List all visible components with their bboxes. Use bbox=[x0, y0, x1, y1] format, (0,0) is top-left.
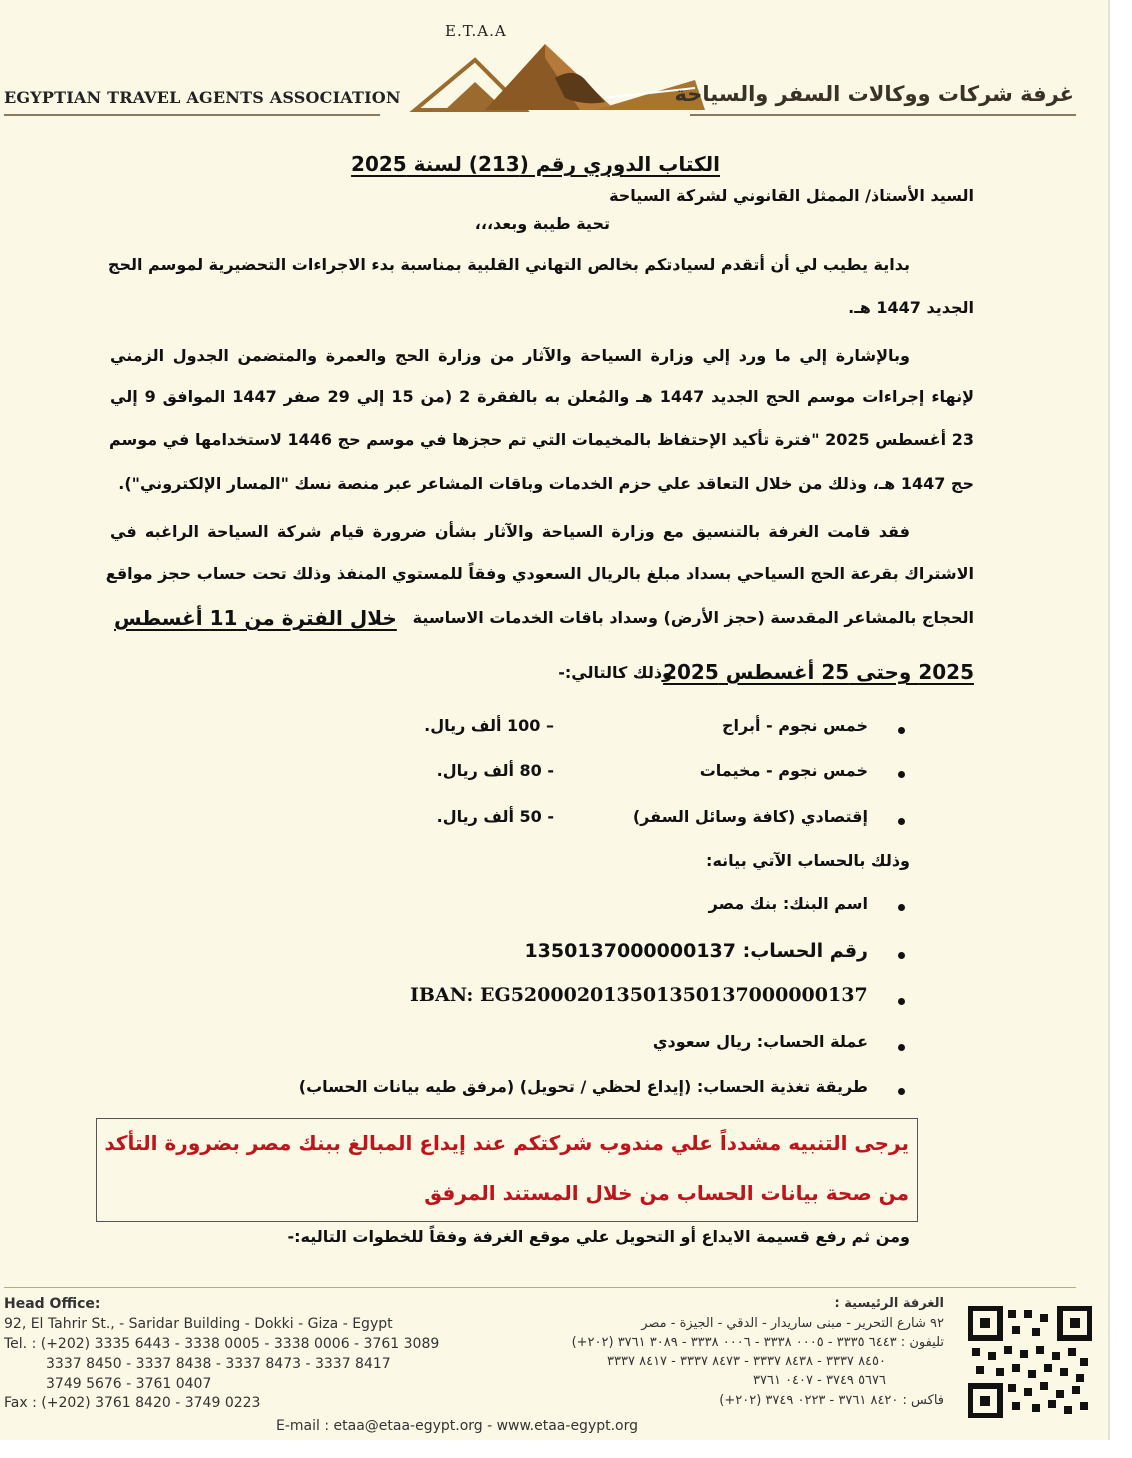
paragraph-1-line-1: بداية يطيب لي أن أتقدم لسيادتكم بخالص التهاني القلبية بمناسبة بدء الاجراءات التحضيرية لموسم الحج bbox=[107, 255, 910, 274]
warning-line-2: من صحة بيانات الحساب من خلال المستند المرفق bbox=[424, 1181, 909, 1205]
email-website: E-mail : etaa@etaa-egypt.org - www.etaa-egypt.org bbox=[276, 1418, 639, 1434]
footer-divider bbox=[4, 1287, 1076, 1288]
bullet bbox=[898, 771, 905, 778]
account-currency: عملة الحساب: ريال سعودي bbox=[652, 1032, 868, 1051]
paragraph-3-line-4b: وذلك كالتالي:- bbox=[558, 663, 672, 682]
paragraph-2-line-3: 23 أغسطس 2025 "فترة تأكيد الإحتفاظ بالمخيمات التي تم حجزها في موسم حج 1446 لاستخدامها في موسم bbox=[108, 430, 974, 449]
bullet bbox=[898, 1044, 905, 1051]
telephone-en: 3749 5676 - 3761 0407 bbox=[46, 1376, 212, 1392]
paragraph-2-line-4: حج 1447 هـ، وذلك من خلال التعاقد علي حزم الخدمات وباقات المشاعر عبر منصة نسك "المسار الإلكتروني"). bbox=[118, 474, 974, 493]
account-number: رقم الحساب: 1350137000000137 bbox=[524, 940, 868, 962]
logo-text: E.T.A.A bbox=[445, 22, 507, 40]
telephone-ar: ٥٦٧٦ ٣٧٤٩ - ٠٤٠٧ ٣٧٦١ bbox=[753, 1373, 886, 1388]
bullet bbox=[898, 904, 905, 911]
iban: IBAN: EG520002013501350137000000137 bbox=[410, 984, 868, 1006]
qr-code-icon bbox=[968, 1306, 1092, 1418]
address-ar: ٩٢ شارع التحرير - مبنى ساريدار - الدقي - الجيزة - مصر bbox=[641, 1316, 944, 1331]
paragraph-3-line-3a: الحجاج بالمشاعر المقدسة (حجز الأرض) وسداد باقات الخدمات الاساسية bbox=[412, 608, 974, 627]
paragraph-1-line-2: الجديد 1447 هـ. bbox=[848, 298, 974, 317]
org-name-en: EGYPTIAN TRAVEL AGENTS ASSOCIATION bbox=[4, 88, 401, 107]
fax-ar: فاكس : ٨٤٢٠ ٣٧٦١ - ٠٢٢٣ ٣٧٤٩ (٢٠٢+) bbox=[719, 1393, 944, 1408]
telephone-en: 3337 8450 - 3337 8438 - 3337 8473 - 3337 8417 bbox=[46, 1356, 391, 1372]
header-divider-left bbox=[4, 114, 380, 116]
paragraph-3-line-2: الاشتراك بقرعة الحج السياحي بسداد مبلغ بالريال السعودي وفقاً للمستوي المنفذ وذلك تحت حساب حجز مواقع bbox=[105, 564, 974, 583]
org-name-ar: غرفة شركات ووكالات السفر والسياحة bbox=[674, 82, 1074, 106]
package-price: – 100 ألف ريال. bbox=[424, 716, 554, 735]
warning-line-1: يرجى التنبيه مشدداً علي مندوب شركتكم عند إيداع المبالغ ببنك مصر بضرورة التأكد bbox=[104, 1131, 909, 1155]
bullet bbox=[898, 998, 905, 1005]
letter-title: الكتاب الدوري رقم (213) لسنة 2025 bbox=[351, 152, 720, 176]
package-price: - 80 ألف ريال. bbox=[436, 761, 554, 780]
header-divider-right bbox=[690, 114, 1076, 116]
paragraph-2-line-1: وبالإشارة إلي ما ورد إلي وزارة السياحة والآثار من وزارة الحج والعمرة والمتضمن الجدول الزمني bbox=[110, 346, 910, 365]
greeting: تحية طيبة وبعد،،، bbox=[474, 214, 610, 233]
account-intro: وذلك بالحساب الآتي بيانه: bbox=[706, 851, 910, 870]
period-end-text: 2025 وحتى 25 أغسطس 2025 bbox=[663, 660, 974, 684]
funding-method: طريقة تغذية الحساب: (إيداع لحظي / تحويل) (مرفق طيه بيانات الحساب) bbox=[298, 1077, 868, 1096]
address-en: 92, El Tahrir St., - Saridar Building - Dokki - Giza - Egypt bbox=[4, 1316, 393, 1332]
package-name: خمس نجوم - أبراج bbox=[722, 716, 868, 735]
bank-name: اسم البنك: بنك مصر bbox=[708, 894, 868, 913]
telephone-ar: ٨٤٥٠ ٣٣٣٧ - ٨٤٣٨ ٣٣٣٧ - ٨٤٧٣ ٣٣٣٧ - ٨٤١٧ ٣٣٣٧ bbox=[607, 1354, 886, 1369]
bullet bbox=[898, 727, 905, 734]
head-office-label-ar: الغرفة الرئيسية : bbox=[834, 1296, 944, 1311]
closing-line: ومن ثم رفع قسيمة الايداع أو التحويل علي موقع الغرفة وفقاً للخطوات التاليه:- bbox=[287, 1227, 910, 1246]
package-name: خمس نجوم - مخيمات bbox=[699, 761, 868, 780]
addressee: السيد الأستاذ/ الممثل القانوني لشركة السياحة bbox=[609, 186, 974, 205]
paragraph-2-line-2: لإنهاء إجراءات موسم الحج الجديد 1447 هـ والمُعلن به بالفقرة 2 (من 15 إلي 29 صفر 1447 الموافق 9 إلي bbox=[110, 387, 974, 406]
telephone-ar: تليفون : ٦٤٤٣ ٣٣٣٥ - ٠٠٠٥ ٣٣٣٨ - ٠٠٠٦ ٣٣٣٨ - ٣٠٨٩ ٣٧٦١ (٢٠٢+) bbox=[571, 1335, 944, 1350]
package-price: - 50 ألف ريال. bbox=[436, 807, 554, 826]
warning-box bbox=[96, 1118, 918, 1222]
paragraph-3-line-1: فقد قامت الغرفة بالتنسيق مع وزارة السياحة والآثار بشأن ضرورة قيام شركة السياحة الراغبه في bbox=[110, 522, 910, 541]
package-name: إقتصادي (كافة وسائل السفر) bbox=[632, 807, 868, 826]
fax-en: Fax : (+202) 3761 8420 - 3749 0223 bbox=[4, 1395, 261, 1411]
bullet bbox=[898, 818, 905, 825]
telephone-en: Tel. : (+202) 3335 6443 - 3338 0005 - 3338 0006 - 3761 3089 bbox=[4, 1336, 440, 1352]
period-start-text: خلال الفترة من 11 أغسطس bbox=[114, 606, 397, 630]
bullet bbox=[898, 952, 905, 959]
bullet bbox=[898, 1088, 905, 1095]
pyramids-logo-icon bbox=[405, 38, 705, 118]
head-office-label: Head Office: bbox=[4, 1296, 101, 1312]
